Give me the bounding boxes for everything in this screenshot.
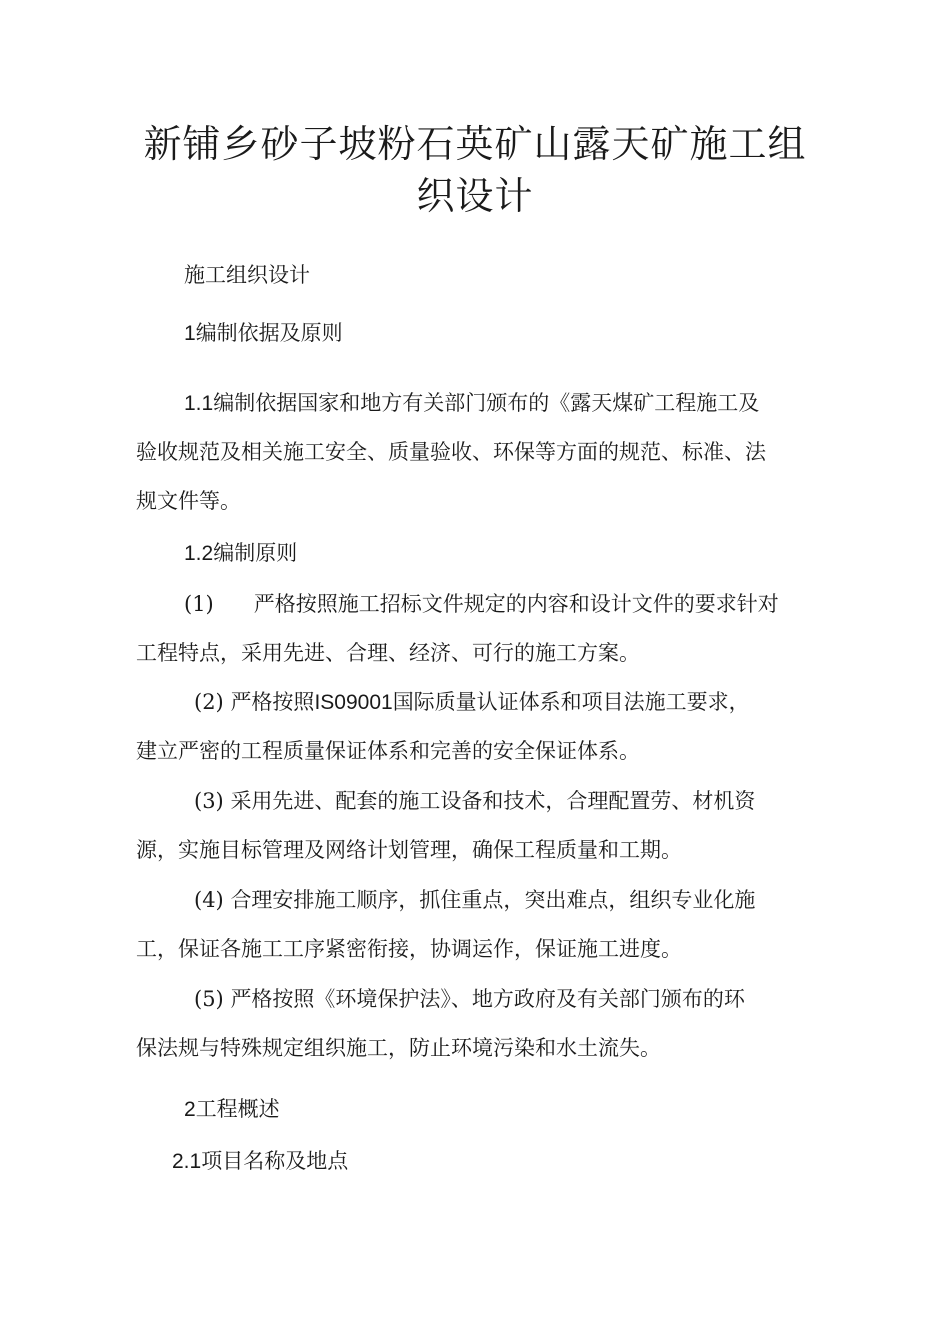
principle-2-code: IS09001 <box>314 691 393 714</box>
section-2-1-heading <box>172 1146 348 1177</box>
section-1-number: 1 <box>184 322 196 345</box>
title-line-2: 织设计 <box>416 174 534 218</box>
principle-2-marker: (2) <box>194 690 224 714</box>
section-1-1-line-2: 验收规范及相关施工安全、质量验收、环保等方面的规范、标准、法 <box>136 440 766 464</box>
principle-4-line-1 <box>194 885 755 915</box>
section-1-1-text-1: 编制依据国家和地方有关部门颁布的《露天煤矿工程施工及 <box>213 391 760 415</box>
principle-3-line-1 <box>194 786 755 816</box>
document-title <box>110 118 840 222</box>
section-2-1-title: 项目名称及地点 <box>201 1149 349 1173</box>
principle-2-line-1 <box>194 687 750 718</box>
section-1-2-heading <box>184 538 297 569</box>
section-1-title: 编制依据及原则 <box>195 321 343 345</box>
principle-2-pre: 严格按照 <box>230 690 315 714</box>
section-2-number: 2 <box>184 1098 196 1121</box>
section-1-2-title: 编制原则 <box>213 541 298 565</box>
principle-2-line-2: 建立严密的工程质量保证体系和完善的安全保证体系。 <box>136 739 640 763</box>
principle-5-line-2: 保法规与特殊规定组织施工，防止环境污染和水土流失。 <box>136 1036 661 1060</box>
principle-4-text-1: 合理安排施工顺序，抓住重点，突出难点，组织专业化施 <box>230 888 756 912</box>
principle-5-text-1: 严格按照《环境保护法》、地方政府及有关部门颁布的环 <box>230 987 745 1011</box>
section-1-2-number: 1.2 <box>184 542 214 565</box>
principle-5-line-1 <box>194 984 745 1014</box>
section-2-heading <box>184 1094 280 1125</box>
principle-3-text-1: 采用先进、配套的施工设备和技术，合理配置劳、材机资 <box>230 789 756 813</box>
principle-4-line-2: 工，保证各施工工序紧密衔接，协调运作，保证施工进度。 <box>136 937 682 961</box>
principle-1-text-1: 严格按照施工招标文件规定的内容和设计文件的要求针对 <box>253 592 779 616</box>
principle-3-marker: (3) <box>194 789 224 813</box>
principle-3-line-2: 源，实施目标管理及网络计划管理，确保工程质量和工期。 <box>136 838 682 862</box>
section-2-title: 工程概述 <box>195 1097 280 1121</box>
title-line-1: 新铺乡砂子坡粉石英矿山露天矿施工组 <box>143 122 807 166</box>
principle-4-marker: (4) <box>194 888 224 912</box>
principle-5-marker: (5) <box>194 987 224 1011</box>
section-1-1-line-3: 规文件等。 <box>136 489 241 513</box>
section-2-1-number: 2.1 <box>172 1150 202 1173</box>
principle-1-marker: (1) <box>184 592 214 616</box>
principle-1-line-2: 工程特点，采用先进、合理、经济、可行的施工方案。 <box>136 641 640 665</box>
section-1-1-number: 1.1 <box>184 392 214 415</box>
section-1-heading <box>184 318 343 349</box>
main-heading: 施工组织设计 <box>184 263 310 287</box>
principle-1-line-1 <box>184 589 779 619</box>
section-1-1-line-1 <box>184 388 759 419</box>
principle-2-post: 国际质量认证体系和项目法施工要求， <box>392 690 750 714</box>
